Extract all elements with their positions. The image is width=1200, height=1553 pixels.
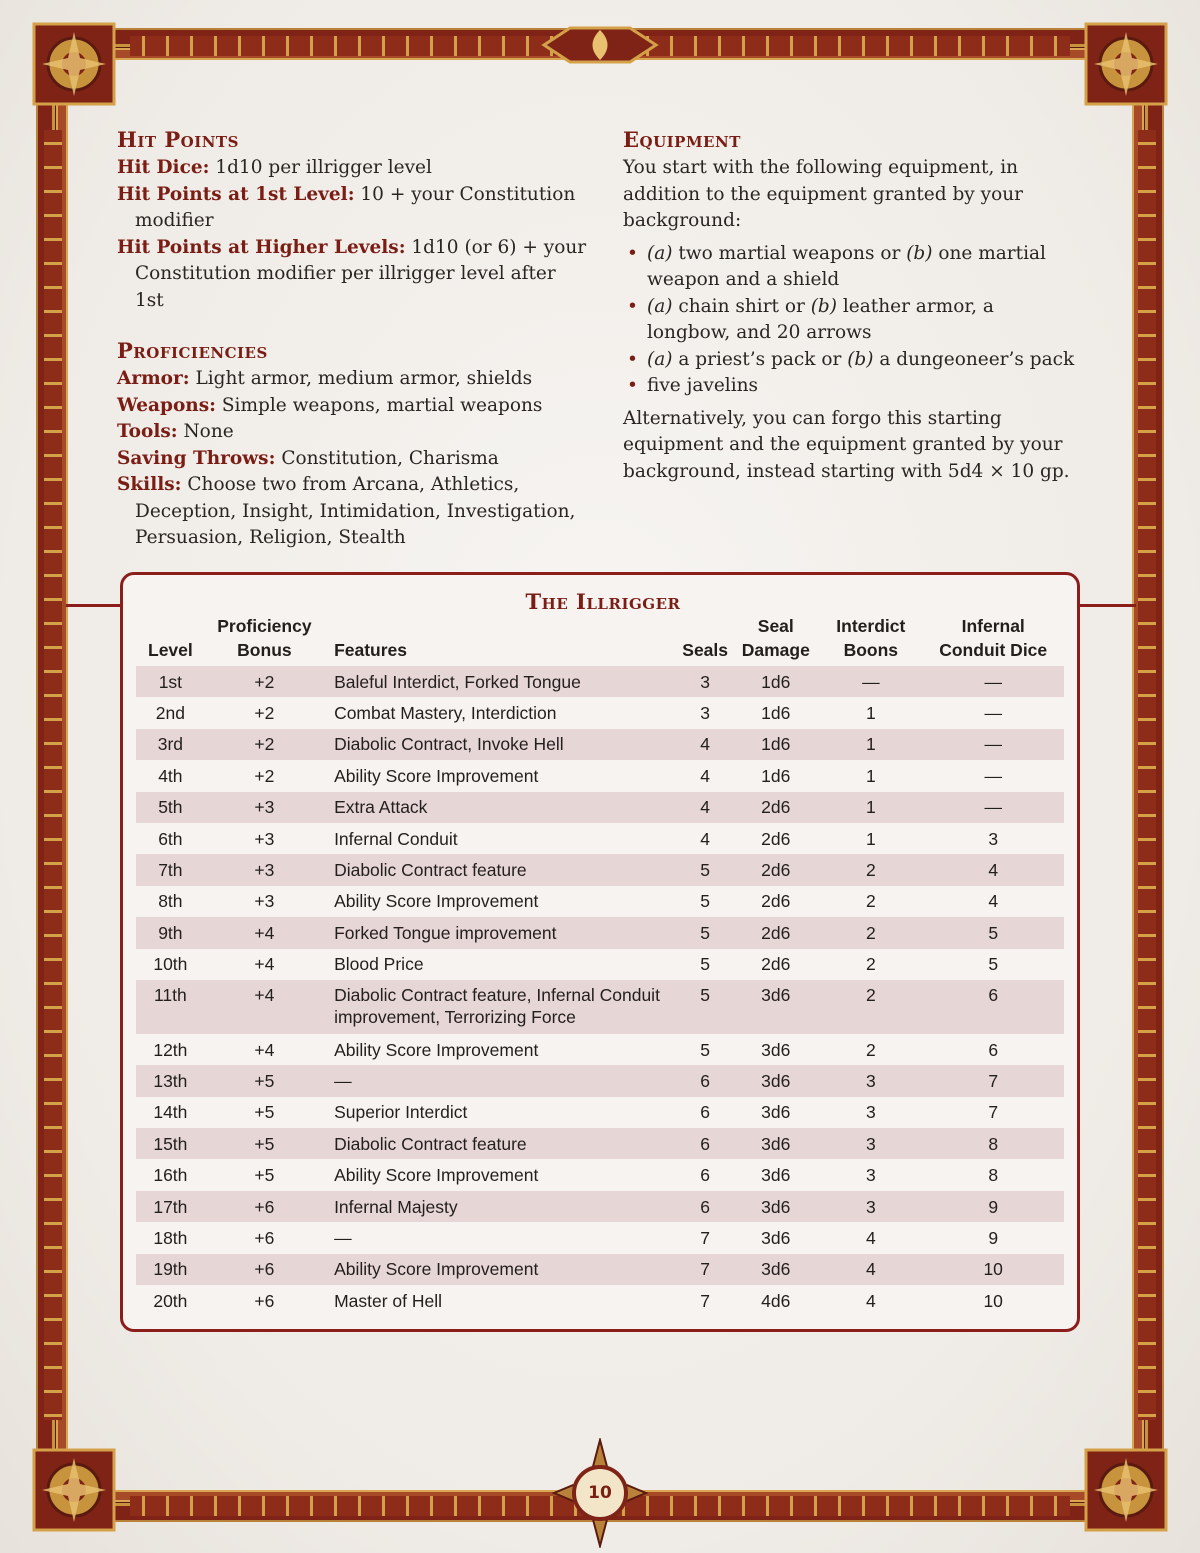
cell-damage: 2d6 (732, 917, 819, 948)
cell-seals: 5 (678, 980, 732, 1034)
option-a: (a) (647, 295, 673, 317)
cell-prof: +3 (205, 854, 324, 885)
cell-damage: 3d6 (761, 1039, 791, 1060)
equipment-list (623, 241, 1083, 400)
cell-prof: +5 (205, 1065, 324, 1096)
option-b: (b) (847, 348, 874, 370)
cell-level: 16th (153, 1165, 188, 1186)
table-row (136, 1097, 1064, 1128)
saving-throws-label: Saving Throws: (117, 447, 276, 469)
table-title: The Illrigger (525, 589, 681, 614)
weapons-entry (117, 393, 587, 420)
cell-dice: — (984, 765, 1002, 786)
table-row (136, 823, 1064, 854)
cell-prof: +4 (205, 980, 324, 1034)
cell-features: Infernal Majesty (324, 1191, 678, 1222)
cell-seals: 6 (678, 1191, 732, 1222)
cell-features: Diabolic Contract, Invoke Hell (324, 729, 678, 760)
header-dice-line2: Conduit Dice (939, 640, 1048, 660)
weapons-value: Simple weapons, martial weapons (216, 394, 543, 416)
option-a: (a) (647, 242, 673, 264)
cell-dice: 5 (922, 917, 1064, 948)
cell-prof: +5 (254, 1165, 275, 1186)
cell-damage: 3d6 (761, 1227, 791, 1248)
cell-boons: 1 (819, 729, 922, 760)
frame-band-right (1138, 130, 1156, 1420)
cell-dice: 7 (922, 1065, 1064, 1096)
cell-damage: 3d6 (761, 1102, 791, 1123)
table-row (136, 792, 1064, 823)
cell-level: 7th (136, 854, 205, 885)
option-b-text: a dungeoneer’s pack (873, 348, 1075, 370)
table-row (136, 1191, 1064, 1222)
cell-level: 6th (158, 828, 183, 849)
cell-dice: — (922, 729, 1064, 760)
cell-level: 10th (153, 954, 188, 975)
option-b-text: leather armor, a longbow, and 20 arrows (647, 295, 994, 343)
cell-level: 17th (136, 1191, 205, 1222)
cell-prof: +3 (254, 891, 275, 912)
cell-boons: 1 (865, 765, 876, 786)
equipment-alternative: Alternatively, you can forgo this starting equipment and the equipment granted by your background, instead starting with 5d4 × 10 gp. (623, 407, 1070, 482)
table-connector-right (1080, 604, 1136, 607)
cell-seals: 3 (700, 703, 710, 724)
progression-table (136, 614, 1064, 1316)
cell-level: 1st (136, 666, 205, 697)
cell-boons: 2 (819, 917, 922, 948)
cell-seals: 7 (700, 1227, 710, 1248)
cell-features: Ability Score Improvement (334, 765, 539, 786)
cell-damage: 3d6 (732, 1128, 819, 1159)
table-row (136, 980, 1064, 1034)
header-boons-line1: Interdict (836, 616, 906, 636)
bullet-icon: • (627, 348, 638, 370)
header-seal-damage (732, 614, 819, 666)
cell-prof: +4 (254, 1039, 275, 1060)
corner-ornament-icon (28, 1444, 120, 1536)
table-row (136, 729, 1064, 760)
cell-damage: 3d6 (732, 1254, 819, 1285)
cell-dice: 4 (988, 891, 999, 912)
hit-dice-label: Hit Dice: (117, 157, 210, 178)
tools-entry (117, 419, 587, 446)
cell-damage: 3d6 (732, 980, 819, 1034)
cell-features: Infernal Conduit (334, 828, 458, 849)
first-level-label: Hit Points at 1st Level: (117, 183, 355, 205)
cell-boons: 2 (865, 954, 876, 975)
cell-features: Ability Score Improvement (334, 1039, 539, 1060)
cell-damage: 2d6 (761, 891, 791, 912)
cell-dice: 4 (922, 854, 1064, 885)
cell-prof: +3 (254, 828, 275, 849)
equipment-heading: Equipment (623, 127, 741, 152)
cell-boons: 1 (865, 828, 876, 849)
cell-damage: 1d6 (732, 729, 819, 760)
header-features: Features (334, 640, 408, 660)
cell-features: Blood Price (334, 954, 424, 975)
corner-ornament-icon (1080, 1444, 1172, 1536)
cell-dice: — (984, 703, 1002, 724)
cell-boons: 4 (819, 1254, 922, 1285)
cell-prof: +2 (205, 729, 324, 760)
cell-level: 13th (136, 1065, 205, 1096)
cell-dice: 5 (988, 954, 999, 975)
cell-features: Diabolic Contract feature (324, 854, 678, 885)
cell-boons: 2 (865, 1039, 876, 1060)
header-dmg-line2: Damage (741, 640, 810, 660)
header-interdict-boons (819, 614, 922, 666)
header-prof-line2: Bonus (237, 640, 292, 660)
tools-label: Tools: (117, 421, 178, 442)
cell-level: 18th (153, 1227, 188, 1248)
cell-features: Extra Attack (324, 792, 678, 823)
cell-seals: 6 (700, 1102, 710, 1123)
hit-dice-entry (117, 155, 587, 182)
higher-levels-value: 1d10 (or 6) + your Constitution modifier per illrigger level after 1st (135, 236, 587, 311)
cell-boons: 3 (819, 1191, 922, 1222)
cell-prof: +2 (205, 666, 324, 697)
cell-level: 3rd (136, 729, 205, 760)
cell-dice: 10 (983, 1290, 1003, 1311)
cell-seals: 5 (700, 954, 710, 975)
cell-features: — (334, 1227, 352, 1248)
bullet-icon: • (627, 242, 638, 264)
header-conduit-dice (922, 614, 1064, 666)
header-prof-line1: Proficiency (217, 616, 312, 636)
header-proficiency-bonus (205, 614, 324, 666)
cell-level: 19th (136, 1254, 205, 1285)
cell-boons: 1 (865, 703, 876, 724)
cell-dice: 8 (988, 1165, 999, 1186)
bullet-icon: • (627, 295, 638, 317)
armor-label: Armor: (117, 368, 190, 389)
cell-damage: 3d6 (732, 1065, 819, 1096)
header-seals: Seals (682, 640, 728, 660)
frame-band-left (44, 130, 62, 1420)
cell-dice: 10 (922, 1254, 1064, 1285)
saving-throws-entry (117, 446, 587, 473)
cell-dice: 6 (988, 1039, 999, 1060)
cell-boons: 1 (819, 792, 922, 823)
table-row (136, 1128, 1064, 1159)
cell-features: Baleful Interdict, Forked Tongue (324, 666, 678, 697)
cell-features: Diabolic Contract feature, Infernal Conduit improvement, Terrorizing Force (324, 980, 678, 1034)
cell-boons: 2 (819, 980, 922, 1034)
list-item (623, 241, 1083, 294)
cell-seals: 6 (700, 1165, 710, 1186)
proficiencies-heading: Proficiencies (117, 338, 268, 363)
armor-value: Light armor, medium armor, shields (189, 368, 533, 389)
cell-boons: 4 (865, 1290, 876, 1311)
cell-boons: 2 (819, 854, 922, 885)
cell-seals: 4 (678, 792, 732, 823)
cell-damage: 3d6 (761, 1165, 791, 1186)
cell-features: Superior Interdict (334, 1102, 468, 1123)
table-row (136, 949, 1064, 980)
cell-level: 9th (136, 917, 205, 948)
cell-features: Ability Score Improvement (334, 891, 539, 912)
table-row (136, 1159, 1064, 1190)
cell-dice: — (922, 666, 1064, 697)
option-a-text: chain shirt or (672, 295, 811, 317)
header-dmg-line1: Seal (757, 616, 794, 636)
table-row (136, 854, 1064, 885)
cell-seals: 4 (700, 765, 710, 786)
cell-damage: 3d6 (732, 1191, 819, 1222)
last-item-text: five javelins (647, 375, 759, 396)
cell-features: — (324, 1065, 678, 1096)
cell-level: 20th (153, 1290, 188, 1311)
cell-level: 8th (158, 891, 183, 912)
saving-throws-value: Constitution, Charisma (275, 447, 499, 469)
cell-boons: 3 (865, 1102, 876, 1123)
cell-damage: 2d6 (732, 792, 819, 823)
right-column (623, 126, 1083, 485)
option-a-text: a priest’s pack or (672, 348, 848, 370)
cell-prof: +6 (254, 1227, 275, 1248)
cell-dice: 3 (988, 828, 999, 849)
cell-boons: 2 (865, 891, 876, 912)
cell-prof: +4 (254, 954, 275, 975)
cell-prof: +4 (205, 917, 324, 948)
first-level-entry (117, 182, 587, 235)
cell-level: 11th (136, 980, 205, 1034)
cell-damage: 2d6 (761, 954, 791, 975)
list-item (623, 373, 1083, 400)
table-row (136, 886, 1064, 917)
table-header-row (136, 614, 1064, 666)
higher-levels-entry (117, 235, 587, 315)
header-dice-line1: Infernal (961, 616, 1025, 636)
equipment-intro: You start with the following equipment, in addition to the equipment granted by your background: (623, 157, 1023, 231)
table-row (136, 1285, 1064, 1316)
cell-dice: 9 (988, 1227, 999, 1248)
top-medallion-icon (540, 22, 660, 68)
cell-prof: +5 (254, 1102, 275, 1123)
cell-level: 4th (158, 765, 183, 786)
cell-prof: +5 (205, 1128, 324, 1159)
cell-seals: 7 (700, 1290, 710, 1311)
cell-damage: 2d6 (732, 854, 819, 885)
higher-levels-label: Hit Points at Higher Levels: (117, 236, 406, 258)
cell-features: Ability Score Improvement (324, 1254, 678, 1285)
list-item (623, 294, 1083, 347)
armor-entry (117, 366, 587, 393)
cell-seals: 4 (678, 729, 732, 760)
cell-damage: 1d6 (761, 765, 791, 786)
cell-features: Forked Tongue improvement (324, 917, 678, 948)
cell-level: 15th (136, 1128, 205, 1159)
skills-value: Choose two from Arcana, Athletics, Deception, Insight, Intimidation, Investigation, Persuasion, Religion, Stealth (135, 474, 576, 548)
cell-seals: 6 (678, 1128, 732, 1159)
bullet-icon: • (627, 375, 638, 396)
page-number: 10 (588, 1483, 612, 1503)
cell-damage: 1d6 (761, 703, 791, 724)
first-level-value: 10 + your Constitution modifier (135, 183, 576, 231)
cell-dice: 9 (922, 1191, 1064, 1222)
corner-ornament-icon (1080, 18, 1172, 110)
cell-damage: 4d6 (761, 1290, 791, 1311)
cell-dice: 8 (922, 1128, 1064, 1159)
table-row (136, 666, 1064, 697)
table-row (136, 1065, 1064, 1096)
cell-seals: 7 (678, 1254, 732, 1285)
cell-boons: — (819, 666, 922, 697)
corner-ornament-icon (28, 18, 120, 110)
option-b: (b) (906, 242, 933, 264)
option-b: (b) (810, 295, 837, 317)
cell-features: Master of Hell (334, 1290, 443, 1311)
cell-seals: 4 (700, 828, 710, 849)
cell-boons: 3 (819, 1128, 922, 1159)
cell-prof: +2 (254, 703, 275, 724)
header-level: Level (148, 640, 193, 660)
cell-prof: +6 (205, 1254, 324, 1285)
table-row (136, 917, 1064, 948)
cell-seals: 5 (678, 854, 732, 885)
cell-level: 2nd (155, 703, 185, 724)
option-a-text: two martial weapons or (672, 242, 907, 264)
hit-points-heading: Hit Points (117, 127, 239, 152)
cell-boons: 3 (819, 1065, 922, 1096)
cell-seals: 5 (700, 891, 710, 912)
cell-prof: +6 (254, 1290, 275, 1311)
table-row (136, 1222, 1064, 1253)
table-row (136, 1034, 1064, 1065)
cell-damage: 2d6 (761, 828, 791, 849)
cell-features: Ability Score Improvement (334, 1165, 539, 1186)
cell-level: 12th (153, 1039, 188, 1060)
header-boons-line2: Boons (843, 640, 899, 660)
cell-level: 14th (153, 1102, 188, 1123)
table-row (136, 1254, 1064, 1285)
list-item (623, 347, 1083, 374)
weapons-label: Weapons: (117, 394, 216, 416)
cell-seals: 5 (700, 1039, 710, 1060)
cell-dice: 7 (988, 1102, 999, 1123)
left-column (117, 126, 587, 552)
cell-boons: 4 (865, 1227, 876, 1248)
cell-prof: +2 (254, 765, 275, 786)
option-a: (a) (647, 348, 673, 370)
cell-boons: 3 (865, 1165, 876, 1186)
cell-level: 5th (136, 792, 205, 823)
table-row (136, 697, 1064, 728)
cell-dice: — (922, 792, 1064, 823)
hit-dice-value: 1d10 per illrigger level (209, 157, 432, 178)
option-b-text: one martial weapon and a shield (647, 242, 1046, 290)
table-body (136, 666, 1064, 1316)
cell-features: Diabolic Contract feature (324, 1128, 678, 1159)
skills-entry (117, 472, 587, 552)
cell-seals: 5 (678, 917, 732, 948)
table-row (136, 760, 1064, 791)
cell-prof: +6 (205, 1191, 324, 1222)
skills-label: Skills: (117, 474, 182, 495)
cell-seals: 6 (678, 1065, 732, 1096)
cell-features: Combat Mastery, Interdiction (334, 703, 557, 724)
cell-dice: 6 (922, 980, 1064, 1034)
cell-damage: 1d6 (732, 666, 819, 697)
cell-prof: +3 (205, 792, 324, 823)
table-connector-left (66, 604, 120, 607)
cell-seals: 3 (678, 666, 732, 697)
tools-value: None (177, 421, 234, 442)
